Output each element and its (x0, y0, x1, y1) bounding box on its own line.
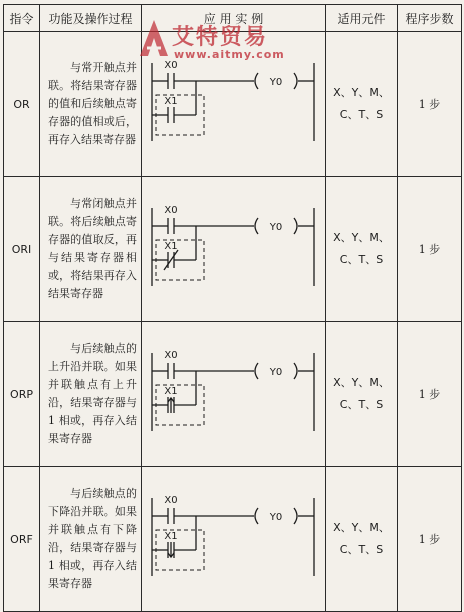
header-desc: 功能及操作过程 (40, 5, 142, 32)
contact-x0-label: X0 (163, 205, 178, 216)
ladder-diagram-cell (142, 32, 326, 177)
description-text: 与常开触点并联。将结果寄存器的值和后续触点寄存器的值相或后，再存入结果寄存器 (48, 61, 137, 146)
instruction-cell: ORF (4, 467, 40, 612)
contact-x0-label: X0 (163, 495, 178, 506)
ladder-diagram-cell (142, 467, 326, 612)
contact-x0-label: X0 (163, 60, 178, 71)
watermark-name: 艾特贸易 (172, 25, 269, 50)
steps-cell: 1 步 (398, 467, 462, 612)
coil-y0-label: Y0 (269, 512, 282, 523)
header-cmd: 指令 (4, 5, 40, 32)
contact-x0-label: X0 (163, 350, 178, 361)
coil-y0-label: Y0 (269, 77, 282, 88)
description-cell (40, 322, 142, 467)
ladder-diagram (144, 49, 324, 159)
elements-line-1: X、Y、M、 (333, 376, 390, 389)
description-text: 与后续触点的上升沿并联。如果并联触点有上升沿，结果寄存器与 1 相或，再存入结果寄存器 (48, 342, 137, 445)
table-row (4, 32, 462, 177)
description-text: 与后续触点的下降沿并联。如果并联触点有下降沿，结果寄存器与 1 相或，再存入结果寄存器 (48, 487, 137, 590)
steps-cell: 1 步 (398, 32, 462, 177)
table-row (4, 467, 462, 612)
elements-cell (326, 177, 398, 322)
instruction-cell: OR (4, 32, 40, 177)
contact-x1-label: X1 (163, 96, 178, 107)
instruction-cell: ORI (4, 177, 40, 322)
coil-y0 (255, 508, 258, 524)
header-row (4, 5, 462, 32)
table-row (4, 177, 462, 322)
coil-y0-label: Y0 (269, 222, 282, 233)
elements-line-2: C、T、S (339, 253, 384, 266)
elements-cell (326, 32, 398, 177)
description-cell (40, 467, 142, 612)
ladder-diagram-cell (142, 177, 326, 322)
elements-line-1: X、Y、M、 (333, 521, 390, 534)
elements-line-1: X、Y、M、 (333, 86, 390, 99)
steps-cell: 1 步 (398, 322, 462, 467)
elements-cell (326, 467, 398, 612)
ladder-diagram-cell (142, 322, 326, 467)
contact-x1-label: X1 (163, 531, 178, 542)
contact-x1-label: X1 (163, 386, 178, 397)
description-text: 与常闭触点并联。将后续触点寄存器的值取反，再与结果寄存器相或，将结果再存入结果寄存器 (48, 197, 137, 300)
header-example: 应 用 实 例 (142, 5, 326, 32)
elements-line-1: X、Y、M、 (333, 231, 390, 244)
coil-y0 (255, 218, 258, 234)
table-row (4, 322, 462, 467)
ladder-diagram (144, 484, 324, 594)
contact-x1-label: X1 (163, 241, 178, 252)
elements-line-2: C、T、S (339, 543, 384, 556)
watermark-url: www.aitmy.com (174, 48, 285, 61)
instruction-table (3, 4, 462, 612)
elements-line-2: C、T、S (339, 108, 384, 121)
ladder-diagram (144, 339, 324, 449)
coil-y0 (255, 363, 258, 379)
description-cell (40, 32, 142, 177)
description-cell (40, 177, 142, 322)
header-steps: 程序步数 (398, 5, 462, 32)
coil-y0 (255, 73, 258, 89)
ladder-diagram (144, 194, 324, 304)
elements-cell (326, 322, 398, 467)
elements-line-2: C、T、S (339, 398, 384, 411)
header-elements: 适用元件 (326, 5, 398, 32)
instruction-cell: ORP (4, 322, 40, 467)
coil-y0-label: Y0 (269, 367, 282, 378)
steps-cell: 1 步 (398, 177, 462, 322)
